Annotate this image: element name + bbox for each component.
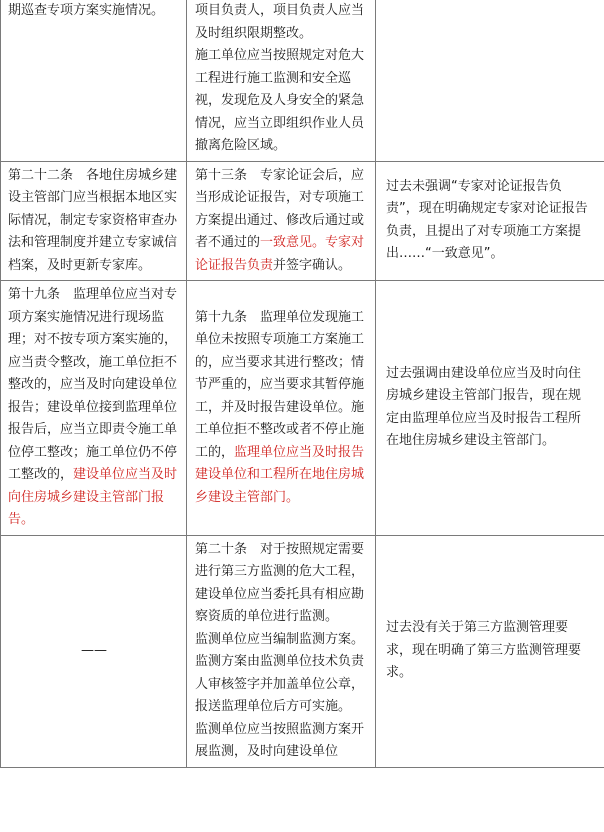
middle-cell bbox=[187, 161, 376, 281]
table-row bbox=[1, 281, 604, 536]
middle-cell bbox=[187, 0, 376, 161]
right-cell bbox=[376, 161, 604, 281]
middle-paragraph: 项目负责人，项目负责人应当及时组织限期整改。 bbox=[195, 3, 365, 41]
left-text-normal: 第十九条 监理单位应当对专项方案实施情况进行现场监理；对不按专项方案实施的，应当责令整改，施工单位拒不整改的，应当及时向建设单位报告；建设单位接到监理单位报告后，应当立即责令施工单位停工整改；施工单位仍不停工整改的， bbox=[8, 287, 178, 482]
left-cell bbox=[1, 161, 187, 281]
left-text bbox=[8, 284, 180, 532]
middle-text-normal: 第十九条 监理单位发现施工单位未按照专项施工方案施工的，应当要求其进行整改；情节严重的，应当要求其暂停施工，并及时报告建设单位。施工单位拒不整改或者不停止施工的， bbox=[195, 309, 365, 460]
left-text-highlight: 建设单位应当及时向住房城乡建设主管部门报告。 bbox=[8, 467, 178, 527]
middle-text-normal: 第十三条 专家论证会后，应当形成论证报告，对专项施工方案提出通过、修改后通过或者不通过的 bbox=[195, 167, 365, 250]
left-text: 第二十二条 各地住房城乡建设主管部门应当根据本地区实际情况，制定专家资格审查办法和管理制度并建立专家诚信档案，及时更新专家库。 bbox=[8, 167, 178, 273]
left-cell bbox=[1, 0, 187, 161]
middle-cell bbox=[187, 535, 376, 767]
right-text: 过去没有关于第三方监测管理要求，现在明确了第三方监测管理要求。 bbox=[386, 620, 582, 681]
right-text: 过去强调由建设单位应当及时向住房城乡建设主管部门报告，现在规定由监理单位应当及时报告工程所在地住房城乡建设主管部门。 bbox=[386, 365, 582, 449]
left-cell bbox=[1, 281, 187, 536]
middle-paragraph: 施工单位应当按照规定对危大工程进行施工监测和安全巡视，发现危及人身安全的紧急情况，应当立即组织作业人员撤离危险区域。 bbox=[195, 48, 365, 153]
right-cell bbox=[376, 535, 604, 767]
middle-text bbox=[195, 165, 369, 278]
middle-paragraph: 第二十条 对于按照规定需要进行第三方监测的危大工程，建设单位应当委托具有相应勘察资质的单位进行监测。 bbox=[195, 541, 365, 624]
middle-paragraph: 监测单位应当编制监测方案。监测方案由监测单位技术负责人审核签字并加盖单位公章，报送监理单位后方可实施。 bbox=[195, 631, 365, 714]
middle-text-highlight: 监理单位应当及时报告建设单位和工程所在地住房城乡建设主管部门。 bbox=[195, 444, 365, 505]
left-text: —— bbox=[81, 642, 107, 658]
middle-cell bbox=[187, 281, 376, 536]
middle-text-highlight: 一致意见。专家对论证报告负责 bbox=[195, 235, 365, 273]
right-cell bbox=[376, 0, 604, 161]
table-row bbox=[1, 161, 604, 281]
middle-text-normal-end: 并签字确认。 bbox=[273, 257, 352, 273]
left-cell bbox=[1, 535, 187, 767]
left-text: 期巡查专项方案实施情况。 bbox=[8, 3, 165, 18]
table-row bbox=[1, 535, 604, 767]
table-row bbox=[1, 0, 604, 161]
right-text: 过去未强调“专家对论证报告负责”，现在明确规定专家对论证报告负责，且提出了对专项施工方案提出……“一致意见”。 bbox=[386, 178, 588, 262]
middle-paragraph: 监测单位应当按照监测方案开展监测，及时向建设单位 bbox=[195, 721, 365, 759]
right-cell bbox=[376, 281, 604, 536]
middle-text bbox=[195, 307, 369, 510]
